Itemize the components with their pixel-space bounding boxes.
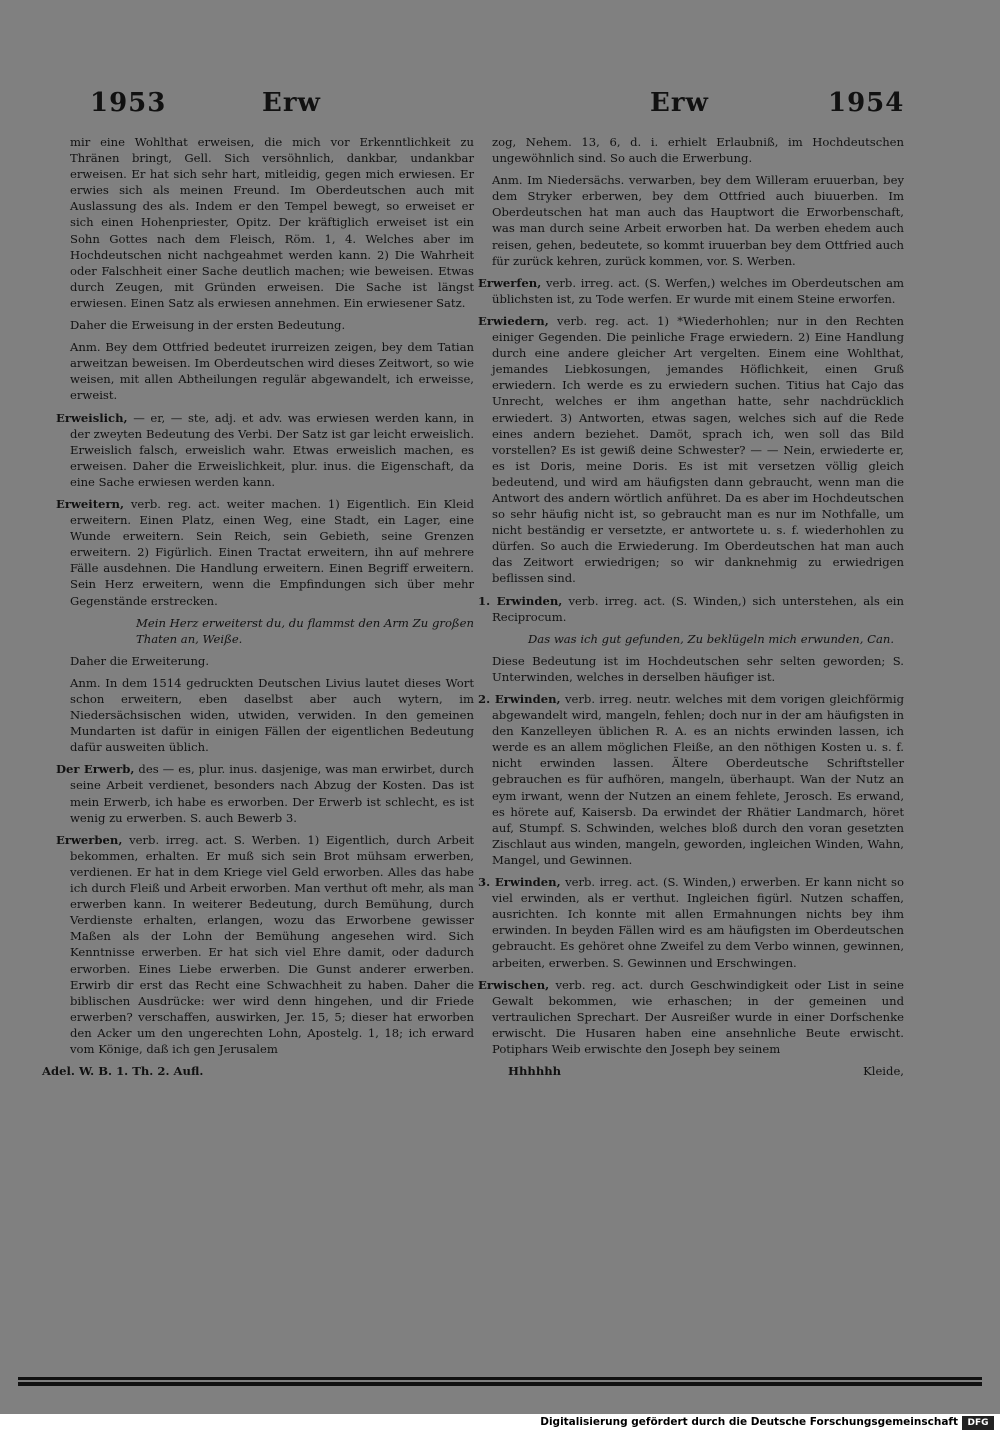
headword: 1. Erwinden,	[478, 593, 563, 608]
paragraph: zog, Nehem. 13, 6, d. i. erhielt Erlaubniß, im Hochdeutschen ungewöhnlich sind. So auch die Erwerbung.	[492, 135, 904, 166]
left-column	[42, 134, 475, 1079]
dictionary-entry	[478, 977, 904, 1057]
headword: Erwiedern,	[478, 313, 549, 328]
annotation: Anm. Im Niedersächs. verwarben, bey dem Willeram eruuerban, bey dem Stryker erberwen, bey dem Ottfried auch biuuerben. Im Oberdeutschen hat man auch das Hauptwort die Erworbenschaft, was man durch seine Arbeit erworben hat. Da werben ehedem auch reisen, gehen, bedeutete, so kommt iruuerban bey dem Ottfried auch für zurück kehren, zurück kommen, vor. S. Werben.	[492, 173, 904, 268]
entry-body: des — es, plur. inus. dasjenige, was man erwirbet, durch seine Arbeit verdienet, besonders nach Abzug der Kosten. Das ist mein Erwerb, ich habe es erworben. Der Erwerb ist schlecht, es ist wenig zu erwerben. S. auch Bewerb 3.	[70, 762, 474, 825]
entry-body: verb. reg. act. weiter machen. 1) Eigentlich. Ein Kleid erweitern. Einen Platz, einen Weg, eine Stadt, ein Lager, eine Wunde erweitern. Sein Reich, sein Gebieth, seine Grenzen erweitern. 2) Figürlich. Einen Tractat erweitern, ihn auf mehrere Fälle ausdehnen. Die Handlung erweitern. Einen Begriff erweitern. Sein Herz erweitern, wenn die Empfindungen sich über mehr Gegenstände erstrecken.	[70, 496, 474, 608]
entry-body: verb. reg. act. durch Geschwindigkeit oder List in seine Gewalt bekommen, wie erhaschen; in der gemeinen und vertraulichen Sprechart. Der Ausreißer wurde in einer Dorfschenke erwischt. Die Husaren haben eine ansehnliche Beute erwischt. Potiphars Weib erwischte den Joseph bey seinem	[492, 977, 904, 1056]
dictionary-entry	[56, 496, 474, 609]
annotation: Anm. In dem 1514 gedruckten Deutschen Livius lautet dieses Wort schon erweitern, eben daselbst aber auch wytern, im Niedersächsischen widen, utwiden, verwiden. In den gemeinen Mundarten ist dafür in einigen Fällen der eigentlichen Bedeutung dafür ausweiten üblich.	[70, 675, 474, 755]
headword: Erweitern,	[56, 496, 125, 511]
attribution-footer	[0, 1414, 1000, 1432]
entry-body: verb. irreg. act. (S. Werfen,) welches im Oberdeutschen am üblichsten ist, zu Tode werfen. Er wurde mit einem Steine erworfen.	[492, 275, 905, 306]
bottom-rule	[18, 1377, 982, 1386]
paragraph: mir eine Wohlthat erweisen, die mich vor Erkenntlichkeit zu Thränen bringt, Gell. Sich versöhnlich, dankbar, undankbar erweisen. Er hat sich sehr hart, mitleidig, gegen mich erwiesen. Er erwies sich als meinen Freund. Im Oberdeutschen auch mit Auslassung des als. Indem er den Tempel bewegt, so erweiset er sich einen Hohenpriester, Opitz. Der kräftiglich erweiset ist ein Sohn Gottes nach dem Fleisch, Röm. 1, 4. Welches aber im Hochdeutschen nicht nachgeahmet werden kann. 2) Die Wahrheit oder Falschheit einer Sache deutlich machen; wie beweisen. Etwas durch Zeugen, mit Gründen erweisen. Die Sache ist längst erwiesen. Einen Satz als erwiesen annehmen. Ein erwiesener Satz.	[70, 135, 474, 310]
dictionary-entry	[56, 761, 474, 825]
paragraph: Daher die Erweisung in der ersten Bedeutung.	[70, 318, 346, 333]
headword: Erwerben,	[56, 832, 123, 847]
headword: Der Erwerb,	[56, 762, 135, 777]
right-page-number: 1954	[828, 88, 905, 118]
dictionary-entry	[56, 832, 474, 1057]
signature-mark: Hhhhhh	[508, 1064, 562, 1079]
catchword: Kleide,	[863, 1064, 904, 1079]
left-page-number: 1953	[90, 88, 167, 118]
headword: 3. Erwinden,	[478, 875, 561, 890]
right-catchword: Erw	[650, 88, 709, 118]
attribution-text: Digitalisierung gefördert durch die Deutsche Forschungsgemeinschaft	[540, 1416, 958, 1428]
dictionary-entry	[478, 593, 904, 625]
entry-body: verb. irreg. neutr. welches mit dem vorigen gleichförmig abgewandelt wird, mangeln, fehlen; doch nur in der am häufigsten in den Kanzelleyen üblichen R. A. es an nichts erwinden lassen, ich werde es an allem möglichen Fleiße, an den nöthigen Kosten u. s. f. nicht erwinden lassen. Ältere Oberdeutsche Schriftsteller gebrauchen es für aufhören, mangeln, überhaupt. Wan der Nutz an eym irwant, wenn der Nutzen an einem fehlete, Jerosch. Es erwand, es hörete auf, Kaisersb. Da erwindet der Rhätier Landmarch, höret auf, Stumpf. S. Schwinden, welches bloß durch den voran gesetzten Zischlaut aus winden, mangeln, geworden, ingleichen Winden, Wahn, Mangel, und Gewinnen.	[492, 692, 904, 867]
dictionary-entry	[478, 313, 904, 587]
dfg-logo: DFG	[962, 1416, 994, 1430]
paragraph: Daher die Erweiterung.	[70, 653, 210, 668]
dictionary-entry	[478, 691, 904, 868]
entry-body: verb. irreg. act. (S. Winden,) erwerben. Er kann nicht so viel erwinden, als er verthut. Ingleichen figürl. Nutzen schaffen, ausrichten. Ich konnte mit allen Ermahnungen nichts bey ihm erwinden. In beyden Fällen wird es am häufigsten im Oberdeutschen gebraucht. Es gehöret ohne Zweifel zu dem Verbo winnen, gewinnen, arbeiten, erwerben. S. Gewinnen und Erschwingen.	[492, 875, 904, 970]
headword: Erwerfen,	[478, 275, 542, 290]
verse-quote: Mein Herz erweiterst du, du flammst den Arm Zu großen Thaten an, Weiße.	[136, 615, 474, 646]
page-bottom-line	[478, 1063, 904, 1079]
headword: Erweislich,	[56, 410, 128, 425]
left-catchword: Erw	[262, 88, 321, 118]
entry-body: verb. irreg. act. (S. Winden,) sich unterstehen, als ein Reciprocum.	[492, 593, 904, 624]
headword: Erwischen,	[478, 977, 550, 992]
paragraph: Diese Bedeutung ist im Hochdeutschen sehr selten geworden; S. Unterwinden, welches in derselben häufiger ist.	[492, 653, 904, 684]
verse-quote: Das was ich gut gefunden, Zu beklügeln mich erwunden, Can.	[528, 631, 895, 646]
signature-mark: Adel. W. B. 1. Th. 2. Aufl.	[42, 1064, 204, 1079]
dictionary-entry	[56, 410, 474, 490]
right-column	[478, 134, 904, 1079]
annotation: Anm. Bey dem Ottfried bedeutet irurreizen zeigen, bey dem Tatian arweitzan beweisen. Im Oberdeutschen wird dieses Zeitwort, so wie weisen, mit allen Abtheilungen regulär abgewandelt, ich erweisse, erweist.	[70, 340, 474, 403]
entry-body: verb. reg. act. 1) *Wiederhohlen; nur in den Rechten einiger Gegenden. Die peinliche Frage erwiedern. 2) Eine Handlung durch eine andere gleicher Art vergelten. Einem eine Wohlthat, jemandes Liebkosungen, jemandes Höflichkeit, einen Gruß erwiedern. Ich werde es zu erwiedern suchen. Titius hat Cajo das Unrecht, welches er ihm angethan hatte, sehr nachdrücklich erwiedert. 3) Antworten, etwas sagen, welches sich auf die Rede eines andern beziehet. Damöt, sprach ich, wen soll das Bild vorstellen? Es ist gewiß deine Schwester? — — Nein, erwiederte er, es ist Doris, meine Doris. Es ist mit versetzen völlig gleich bedeutend, und wird am häufigsten dann gebraucht, wenn man die Antwort des andern wörtlich anführet. Da es aber im Hochdeutschen so sehr häufig nicht ist, so gebraucht man es nur im Nothfalle, um nicht beständig er versetzte, er antwortete u. s. f. wiederhohlen zu dürfen. So auch die Erwiederung. Im Oberdeutschen hat man auch das Zeitwort erwiedrigen; so wir danknehmig zu erwiedrigen beflissen sind.	[492, 313, 904, 586]
entry-body: verb. irreg. act. S. Werben. 1) Eigentlich, durch Arbeit bekommen, erhalten. Er muß sich sein Brot mühsam erwerben, verdienen. Er hat in dem Kriege viel Geld erworben. Alles das habe ich durch Fleiß und Arbeit erworben. Man verthut oft mehr, als man erwerben kann. In weiterer Bedeutung, durch Bemühung, durch Verdienste erhalten, erlangen, wozu das Erworbene gewisser Maßen als der Lohn der Bemühung angesehen wird. Sich Kenntnisse erwerben. Er hat sich viel Ehre damit, oder dadurch erworben. Eines Liebe erwerben. Die Gunst anderer erwerben. Erwirb dir erst das Recht eine Schwachheit zu haben. Daher die biblischen Ausdrücke: wer wird denn hingehen, und dir Friede erwerben? verschaffen, auswirken, Jer. 15, 5; dieser hat erworben den Acker um den ungerechten Lohn, Apostelg. 1, 18; ich erward vom Könige, daß ich gen Jerusalem	[70, 832, 474, 1056]
dictionary-entry	[478, 874, 904, 971]
headword: 2. Erwinden,	[478, 692, 561, 706]
dictionary-entry	[478, 275, 904, 307]
entry-body: — er, — ste, adj. et adv. was erwiesen werden kann, in der zweyten Bedeutung des Verbi. Der Satz ist gar leicht erweislich. Erweislich falsch, erweislich wahr. Etwas erweislich machen, es erweisen. Daher die Erweislichkeit, plur. inus. die Eigenschaft, da eine Sache erwiesen werden kann.	[70, 410, 475, 489]
